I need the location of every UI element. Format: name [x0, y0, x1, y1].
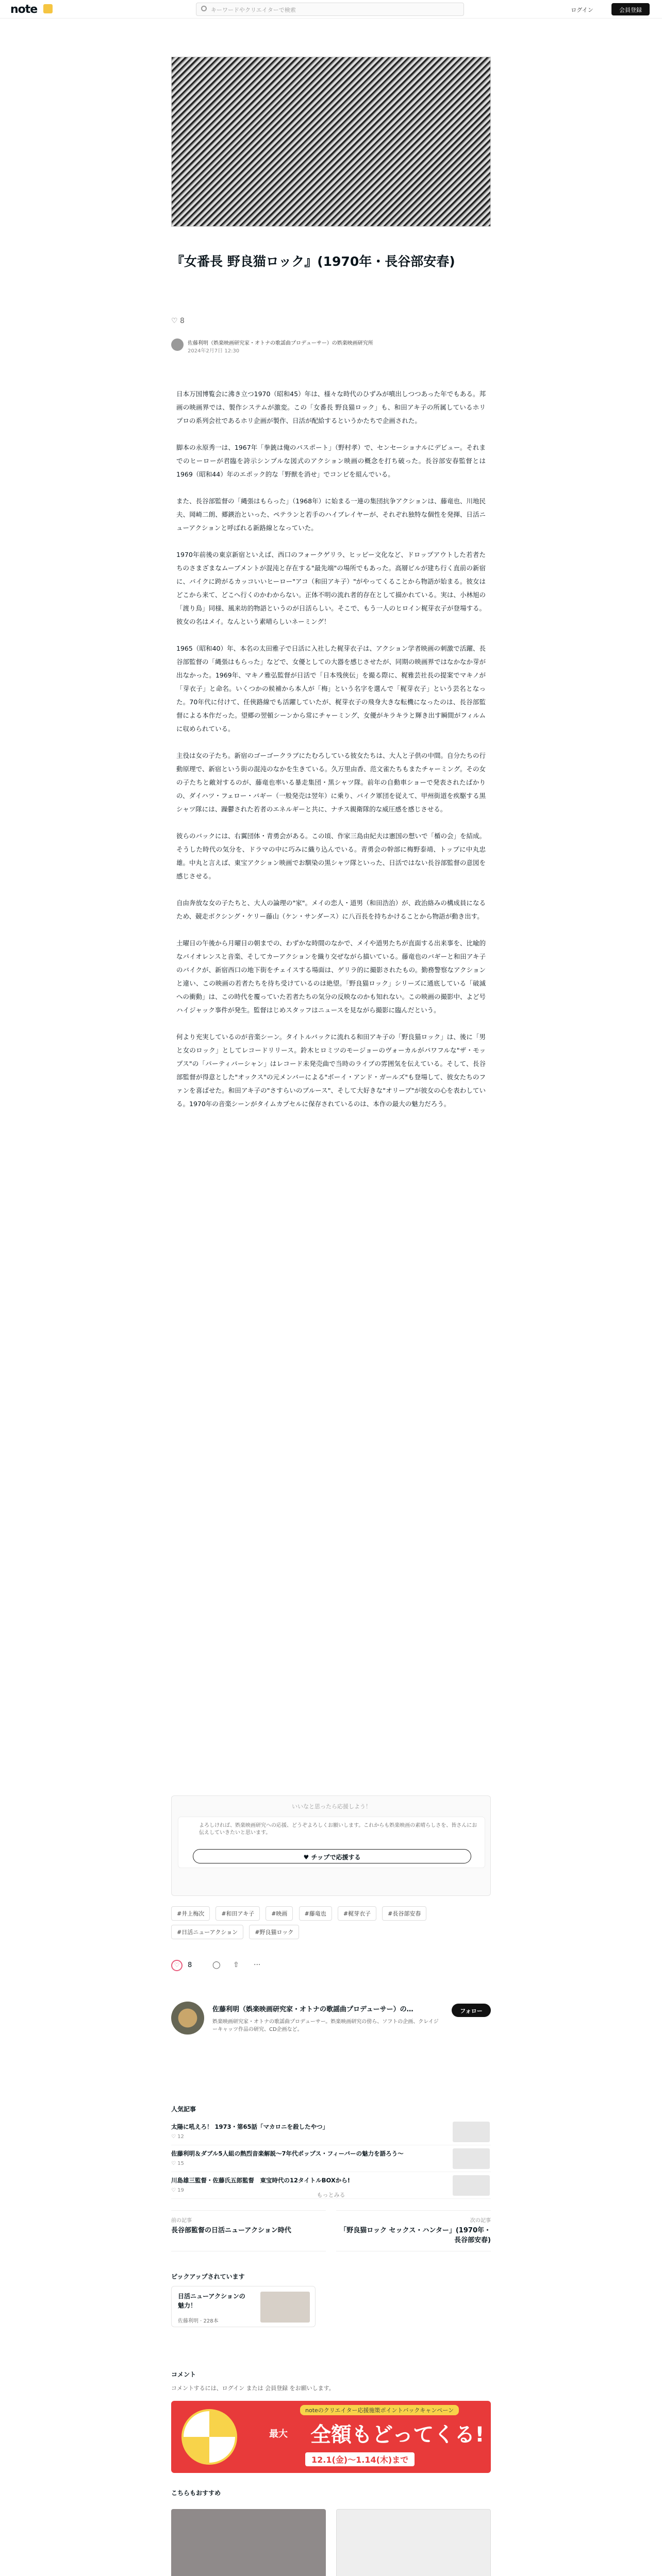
- paragraph: 1965（昭和40）年、本名の太田雅子で日活に入社した梶芽衣子は、アクション学者映画の刺激で活躍、長谷部監督の「縄張はもらった」などで、女優としての大器を感じさせたが、同期の映画界ではなかなか芽が出なかった。1969年、マキノ雅弘監督が日活で「日本残俠伝」を撮る際に、梶雅芸社長の提案でマキノが「芽衣子」と命名。いくつかの候補から本人が「梅」という名字を選んで「梶芽衣子」という芸名となった。70年代に付けて、任俠路線でも活躍していたが、梶芽衣子の飛身大きな転機になったのは、長谷部監督による本作だった。望郷の翌頓シーンから常にチャーミング、女優がキラキラと輝き出す瞬間がフィルムに収められている。: [176, 645, 486, 733]
- pickup-section: [171, 2272, 491, 2327]
- support-box: [178, 1817, 485, 1868]
- paragraph: 主役は女の子たち。新宿のゴーゴークラブにたむろしている彼女たちは、大人と子供の中間。自分たちの行動原理で、新宿という街の混沌のなかを生きている。久万里由香、范文雀たちもまたチャーミング。その女の子たちと敵対するのが、藤竜也率いる暴走集団・黒シャツ隊。前年の自動車ショーで発表されたばかりの、ダイハツ・フェロー・バギー（一般発売は翌年）に乗り、バイク軍団を従えて、甲州街道を疾駆する黒シャツ隊には、躁鬱された若者のエネルギーと共に、ナチス親衛隊的な威圧感を感じさせる。: [176, 752, 486, 813]
- author-row: [171, 337, 491, 358]
- tag[interactable]: #和田アキ子: [216, 1906, 260, 1921]
- tag[interactable]: #藤竜也: [299, 1906, 332, 1921]
- popular-articles: [171, 2105, 491, 2199]
- paragraph: 脚本の永原秀一は、1967年「拳銃は俺のパスポート」（野村孝）で、センセーショナルにデビュー。それまでのヒーローが君臨を誇示シンプルな図式のアクション映画の概念を打ち破った。長谷部安春監督とは1969（昭和44）年のエポック的な「野獣を消せ」でコンビを組んでいる。: [176, 444, 486, 478]
- comments-text[interactable]: コメントするには、ログイン または 会員登録 をお願いします。: [171, 2385, 335, 2392]
- article-body: [176, 387, 486, 1124]
- banner-date: 12.1(金)〜1.14(木)まで: [305, 2452, 415, 2466]
- thumbnail: [453, 2122, 490, 2142]
- support-section: [171, 1795, 491, 1896]
- like-heart-icon[interactable]: ♡: [171, 1960, 183, 1971]
- follow-button[interactable]: フォロー: [452, 2004, 491, 2017]
- popular-heading: 人気記事: [171, 2106, 196, 2113]
- publish-date: 2024年2月7日 12:30: [188, 348, 240, 354]
- comments-heading: コメント: [171, 2371, 196, 2378]
- list-item[interactable]: [171, 2145, 491, 2172]
- profile-name[interactable]: 佐藤利明（娯楽映画研究家・オトナの歌謡曲プロデューサー）の…: [212, 2006, 413, 2013]
- support-text: よろしければ、娯楽映画研究への応援、どうぞよろしくお願いします。これからも娯楽映画の素晴らしさを、皆さんにお伝えしていきたいと思います。: [199, 1823, 477, 1836]
- popular-title: 太陽に吼えろ！ 1973・第65話「マカロニを殺したやつ」: [171, 2123, 329, 2130]
- popular-likes: ♡ 12: [171, 2134, 184, 2140]
- tag[interactable]: #野良猫ロック: [249, 1925, 299, 1939]
- hero-image: [171, 57, 491, 227]
- support-title: いいなと思ったら応援しよう！: [292, 1803, 371, 1810]
- comments-section: [171, 2370, 491, 2392]
- tag[interactable]: #映画: [266, 1906, 293, 1921]
- pickup-heading: ピックアップされています: [171, 2273, 245, 2280]
- prev-title: 長谷部監督の日活ニューアクション時代: [171, 2227, 291, 2234]
- paragraph: 土曜日の午後から月曜日の朝までの、わずかな時間のなかで、メイや道男たちが直面する出来事を、比喩的なバイオレンスと音楽、そしてカーアクションを織り交ぜながら描いている。藤竜也のバギーと和田アキ子のバイクが、新宿西口の地下街をチェイスする場面は、ゲリラ的に撮影されたもの。勤務警察なアクションと違い、この映画の若者たちを待ち受けているのは絶望。「野良猫ロック」シリーズに通底している「破滅への衝動」は、この時代を覆っていた若者たちの気分の反映なのかも知れない。この映画の撮影中、よど号ハイジャック事件が発生。監督はじめスタッフはニュースを見ながら撮影に臨んだという。: [176, 939, 486, 1014]
- tip-button[interactable]: [193, 1849, 471, 1863]
- roulette-icon: [181, 2409, 237, 2465]
- tag[interactable]: #梶芽衣子: [338, 1906, 376, 1921]
- recommend-card[interactable]: [171, 2509, 326, 2576]
- heart-outline-icon: ♡: [171, 317, 178, 325]
- comment-icon[interactable]: ◯: [212, 1961, 221, 1969]
- thumbnail: [171, 2509, 326, 2576]
- tag-list: [171, 1906, 491, 1943]
- tag[interactable]: #長谷部安春: [382, 1906, 426, 1921]
- recommend-card[interactable]: [336, 2509, 491, 2576]
- author-name[interactable]: 佐藤利明（娯楽映画研究家・オトナの歌謡曲プロデューサー）の娯楽映画研究所: [188, 341, 373, 346]
- popular-likes: ♡ 19: [171, 2188, 184, 2193]
- search-placeholder: キーワードやクリエイターで検索: [211, 7, 296, 13]
- paragraph: 自由奔放な女の子たちと、大人の論理の"家"。メイの恋人・道男（和田浩治）が、政治絡みの構成員になるため、競走ボクシング・ケリー藤山（ケン・サンダース）に八百長を持ちかけることから物語が動き出す。: [176, 899, 486, 920]
- campaign-banner[interactable]: [171, 2401, 491, 2473]
- login-button[interactable]: ログイン: [571, 7, 593, 13]
- magazine-meta: 佐藤利明 · 228本: [178, 2318, 219, 2324]
- thumbnail: [260, 2292, 310, 2323]
- tip-button-label: チップで応援する: [311, 1854, 361, 1861]
- popular-title: 川島雄三監督・佐藤氏五郎監督 東宝時代の12タイトルBOXから!: [171, 2177, 351, 2184]
- article-title: 『女番長 野良猫ロック』(1970年・長谷部安春): [171, 254, 455, 269]
- signup-button[interactable]: 会員登録: [611, 3, 650, 15]
- paragraph: 日本万国博覧会に沸き立つ1970（昭和45）年は、様々な時代のひずみが噴出しつつあった年でもある。邦画の映画界では、製作システムが激変。この「女番長 野良猫ロック」も、和田アキ子の所属しているホリプロの系列会社であるホリ企画が製作、日活が配給するというかたちで企画された。: [176, 390, 486, 425]
- banner-top: noteのクリエイター応援施策ポイントバックキャンペーン: [300, 2405, 459, 2415]
- search-input[interactable]: [196, 3, 464, 16]
- tag[interactable]: #日活ニューアクション: [171, 1925, 243, 1939]
- top-like-count: 8: [180, 317, 185, 325]
- magazine-title: 日活ニューアクションの魅力！: [178, 2293, 245, 2309]
- search-icon: [201, 6, 207, 11]
- top-like[interactable]: [171, 317, 185, 325]
- profile-avatar[interactable]: [171, 2002, 204, 2035]
- avatar[interactable]: [171, 338, 184, 351]
- magazine-card[interactable]: [171, 2286, 316, 2327]
- more-link[interactable]: もっとみる: [317, 2192, 345, 2198]
- site-header: [0, 0, 662, 19]
- thumbnail: [453, 2148, 490, 2169]
- profile-desc: 娯楽映画研究家・オトナの歌謡曲プロデューサー。娯楽映画研究の傍ら、ソフトの企画、クレイジーキャッツ作品の研究、CD企画など。: [212, 2019, 439, 2032]
- popular-likes: ♡ 15: [171, 2161, 184, 2166]
- action-row: [171, 1958, 491, 1973]
- paragraph: 何より充実しているのが音楽シーン。タイトルバックに流れる和田アキ子の「野良猫ロック」は、後に「男と女のロック」としてレコードリリース。鈴木ヒロミツのモージョーのヴォーカルがパワフルな"ザ・モップス"の「パーティバーシャン」はレコード未発売曲で当時のライブの雰囲気を伝えている。そして、長谷部監督が得意とした"オックス"の元メンバーによる"ボーイ・アンド・ガールズ"も登場して、彼女たちのファンを喜ばせた。和田アキ子の"さすらいのブルース"、そして大好きな"オリーブ"が彼女の心を表わしている。1970年の音楽シーンがタイムカプセルに保存されているのは、本作の最大の魅力だろう。: [176, 1033, 486, 1108]
- banner-prefix: 最大: [269, 2429, 288, 2439]
- note-logo[interactable]: note: [10, 3, 38, 16]
- next-title: 「野良猫ロック セックス・ハンター」(1970年・長谷部安春): [340, 2227, 491, 2244]
- prev-label: 前の記事: [171, 2218, 192, 2224]
- list-item[interactable]: [171, 2119, 491, 2145]
- paragraph: 彼らのバックには、右翼団体・青勇会がある。この頃、作家三島由紀夫は憲国の想いで「楯の会」を結成。そうした時代の気分を、ドラマの中に巧みに織り込んでいる。青勇会の幹部に梅野泰靖、トップに中丸忠雄。中丸と言えば、東宝アクション映画でお馴染の黒シャツ隊といった、日活ではない長谷部監督の意図を感じさせる。: [176, 832, 486, 880]
- paragraph: また、長谷部監督の「縄張はもらった」（1968年）に始まる一連の集団抗争アクションは、藤竜也、川地民夫、岡崎二朗、郷鍈治といった、ペテランと若手のハイブレイヤーが、それぞれ独特な個性を発揮、日活ニューアクションと呼ばれる新路線となっていた。: [176, 497, 486, 532]
- tag[interactable]: #井上梅次: [171, 1906, 210, 1921]
- prev-article[interactable]: [171, 2210, 326, 2251]
- banner-main: 全額もどってくる!: [310, 2423, 485, 2447]
- paragraph: 1970年前後の東京新宿といえば、西口のフォークゲリラ、ヒッピー文化など、ドロップアウトした若者たちのさまざまなムーブメントが混沌と存在する"最先端"の場所でもあった。高層ビルが建ち行く直前の新宿に、バイクに跨がるカッコいいヒーロー"アコ（和田アキ子）"がやってくることから物語が始まる。彼女はどこから来て、どこへ行くのかわからない。正体不明の流れ者的存在として描かれている。実は、小林旭の「渡り鳥」同様、風来坊的物語というのが日活らしい。そこで、もう一人のヒロイン梶芽衣子が登場する。彼女の名はメイ。なんという素晴らしいネーミング！: [176, 551, 486, 625]
- like-count: 8: [188, 1961, 192, 1969]
- thumbnail: [336, 2509, 491, 2576]
- author-profile: [171, 2002, 491, 2063]
- heart-icon: ♥: [303, 1854, 309, 1861]
- share-icon[interactable]: ⇧: [233, 1961, 239, 1969]
- next-article[interactable]: [336, 2210, 491, 2251]
- bulb-icon: [43, 4, 53, 13]
- more-icon[interactable]: ···: [254, 1961, 261, 1969]
- recommend-heading: こちらもおすすめ: [171, 2489, 221, 2497]
- next-label: 次の記事: [470, 2218, 491, 2224]
- popular-title: 佐藤利明＆ダブル5人組の熱烈音楽解説〜7年代ポップス・フィーバーの魅力を語ろう〜: [171, 2150, 404, 2157]
